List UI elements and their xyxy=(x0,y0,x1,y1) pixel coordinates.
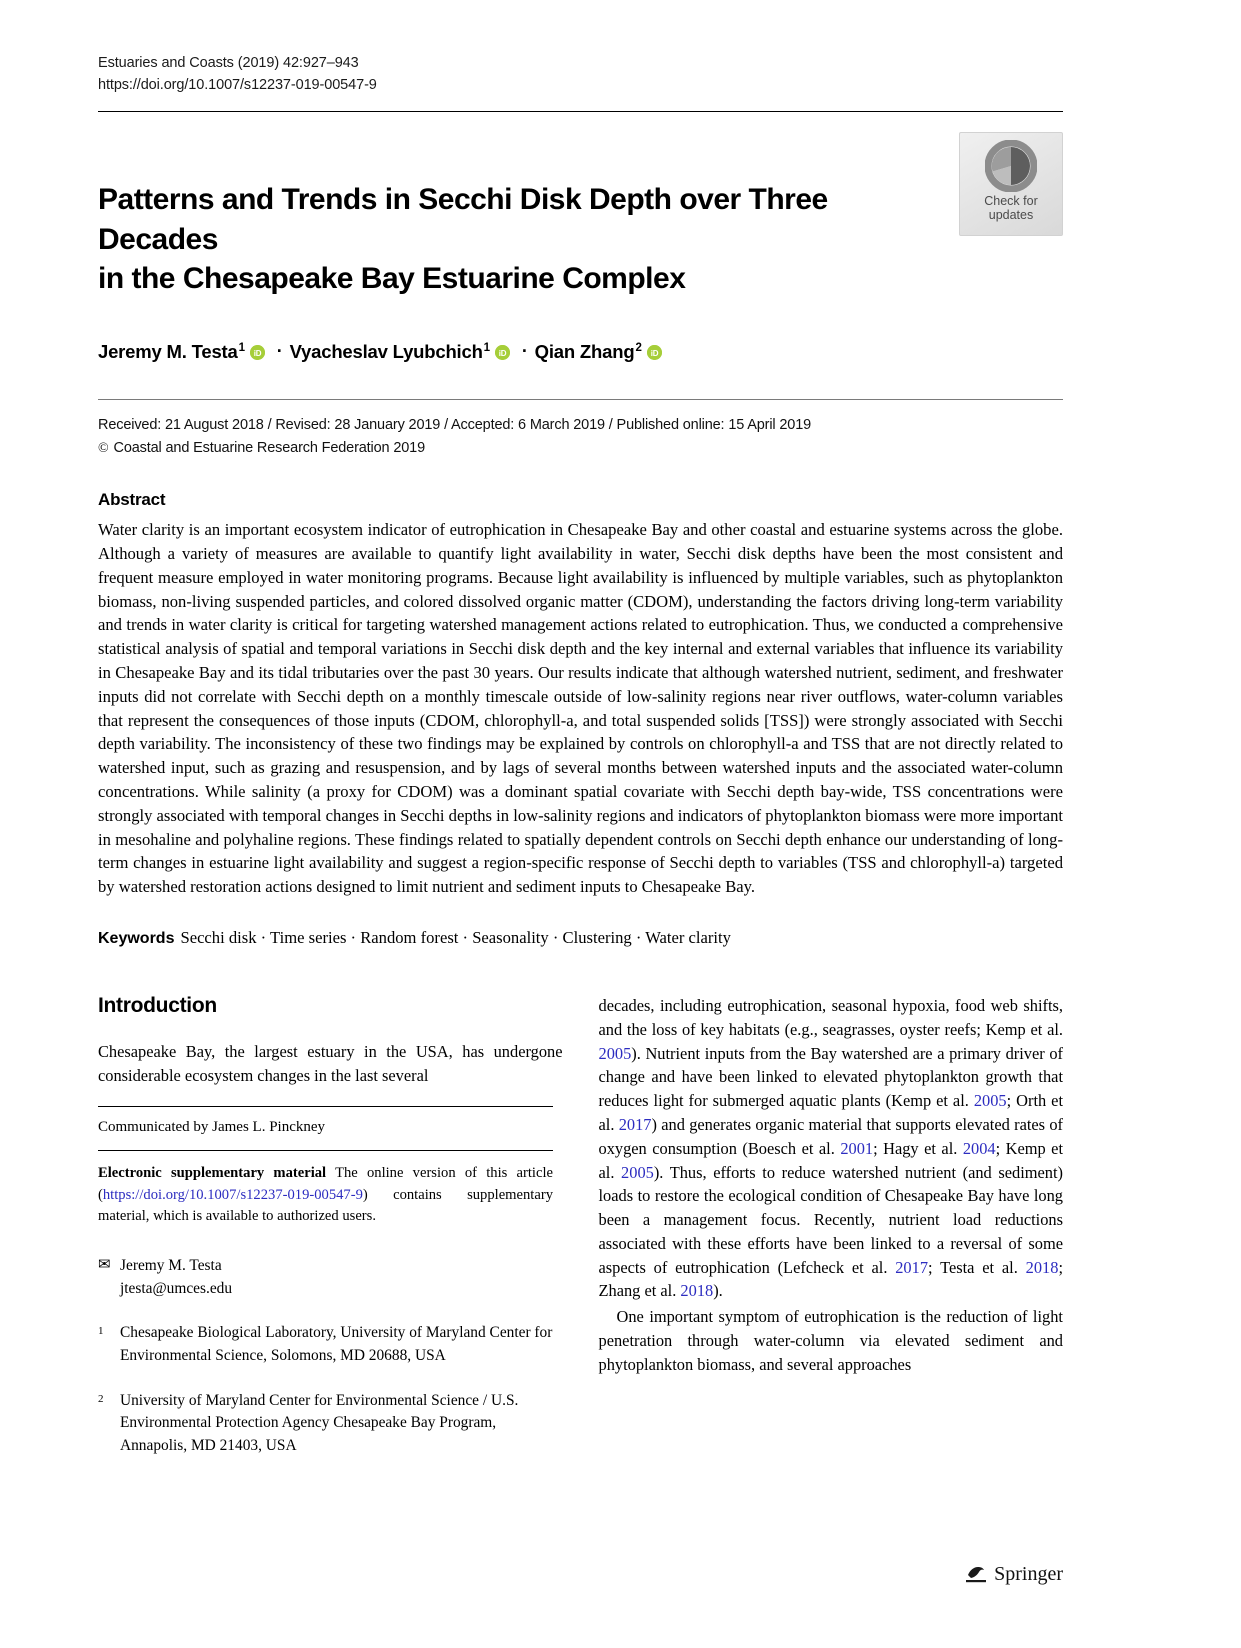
rp-g: ). Thus, efforts to reduce watershed nutrient (and sediment) loads to restore the ecological condition of Chesapeake Bay have long been a management focus. Recently, nutrient load reductions associated with these efforts have been linked to a reversal of some aspects of eutrophication (Lefcheck et al. xyxy=(598,1162,1063,1277)
rp-h: ; Testa et al. xyxy=(928,1257,1026,1277)
envelope-icon: ✉ xyxy=(98,1256,111,1273)
affiliation-1-marker: 1 xyxy=(98,1324,104,1337)
author-2-name: Vyacheslav Lyubchich xyxy=(289,340,483,362)
column-right xyxy=(599,994,1064,1458)
journal-header xyxy=(98,0,1063,97)
journal-doi[interactable]: https://doi.org/10.1007/s12237-019-00547-9 xyxy=(98,77,377,94)
keywords-label: Keywords xyxy=(98,930,175,948)
orcid-icon[interactable] xyxy=(495,345,510,360)
rp-e: ; Hagy et al. xyxy=(873,1138,963,1158)
rp-d: ) and generates organic material that supports elevated rates of oxygen consumption (Boesch et al. xyxy=(598,1114,1063,1158)
crossmark-circle-icon xyxy=(985,140,1037,192)
communicated-by: Communicated by James L. Pinckney xyxy=(98,1118,326,1135)
intro-paragraph-left: Chesapeake Bay, the largest estuary in the USA, has undergone considerable ecosystem changes in the last several xyxy=(98,1042,563,1085)
orcid-icon[interactable] xyxy=(647,345,662,360)
citation-boesch-2001[interactable]: 2001 xyxy=(840,1138,874,1158)
affiliation-2-marker: 2 xyxy=(98,1392,104,1405)
corresponding-author-name: Jeremy M. Testa xyxy=(120,1256,222,1274)
publisher-name: Springer xyxy=(994,1562,1063,1585)
esm-doi-link[interactable]: https://doi.org/10.1007/s12237-019-00547-9 xyxy=(102,1186,363,1203)
affiliation-2-text: University of Maryland Center for Environmental Science / U.S. Environmental Protection Agency Chesapeake Bay Program, Annapolis, MD 21403, USA xyxy=(120,1391,519,1455)
svg-text:iD: iD xyxy=(498,349,507,359)
intro-paragraph-right-1 xyxy=(599,994,1064,1303)
svg-text:iD: iD xyxy=(650,349,658,359)
author-3-name: Qian Zhang xyxy=(534,340,635,362)
keywords-line xyxy=(98,926,1063,950)
footnote-divider-top xyxy=(98,1106,553,1107)
check-for-updates-line1: Check for xyxy=(984,194,1038,208)
esm-label: Electronic supplementary material xyxy=(98,1165,327,1182)
article-title-line-1: Patterns and Trends in Secchi Disk Depth over Three Decades xyxy=(98,182,828,256)
citation-kemp-2005-a[interactable]: 2005 xyxy=(598,1043,632,1063)
section-heading-introduction: Introduction xyxy=(98,994,217,1018)
author-2[interactable] xyxy=(290,341,490,363)
citation-kemp-2005-c[interactable]: 2005 xyxy=(621,1162,654,1182)
check-for-updates-badge[interactable] xyxy=(959,132,1063,236)
author-separator-1: · xyxy=(276,341,283,362)
abstract-heading: Abstract xyxy=(98,490,166,510)
citation-testa-2018[interactable]: 2018 xyxy=(1025,1257,1059,1277)
rp-f: ; Kemp et al. xyxy=(598,1138,1064,1182)
citation-orth-2017[interactable]: 2017 xyxy=(618,1114,652,1134)
esm-text-a: The online version of this article ( xyxy=(98,1165,553,1203)
author-separator-2: · xyxy=(521,341,528,362)
author-2-affiliation-marker: 1 xyxy=(483,341,490,354)
electronic-supplementary-material xyxy=(98,1163,553,1227)
author-3[interactable] xyxy=(535,341,642,363)
keywords-text: Secchi disk · Time series · Random forest · Seasonality · Clustering · Water clarity xyxy=(180,928,731,948)
corresponding-author-email[interactable]: jtesta@umces.edu xyxy=(120,1279,233,1297)
footnote-divider-bottom xyxy=(98,1150,553,1151)
abstract-text: Water clarity is an important ecosystem indicator of eutrophication in Chesapeake Bay and other coastal and estuarine systems across the globe. Although a variety of measures are available to quantify light availability in water, Secchi disk depths have been the most consistent and frequent measure employed in water monitoring programs. Because light availability is influenced by multiple variables, such as phytoplankton biomass, non-living suspended particles, and colored dissolved organic matter (CDOM), understanding the factors driving long-term variability and trends in water clarity is critical for targeting watershed management actions related to eutrophication. Thus, we conducted a comprehensive statistical analysis of spatial and temporal variations in Secchi disk depth and the key internal and external variables that influence its variability in Chesapeake Bay and its tidal tributaries over the past 30 years. Our results indicate that although watershed nutrient, sediment, and freshwater inputs did not correlate with Secchi depth on a monthly timescale outside of low-salinity regions near river outflows, water-column variables that represent the consequences of those inputs (CDOM, chlorophyll-a, and total suspended solids [TSS]) were strongly associated with Secchi depth variability. The inconsistency of these two findings may be explained by controls on chlorophyll-a and TSS that are not directly related to watershed input, such as grazing and resuspension, and by lags of several months between watershed inputs and the associated water-column concentrations. While salinity (a proxy for CDOM) was a dominant spatial covariate with Secchi depth bay-wide, TSS concentrations were strongly associated with temporal changes in Secchi depths in low-salinity regions and indicators of phytoplankton biomass were more important in mesohaline and polyhaline regions. These findings related to spatially dependent controls on Secchi depth enhance our understanding of long-term changes in estuarine light availability and suggest a region-specific response of Secchi depth to variables (TSS and chlorophyll-a) targeted by watershed restoration actions designed to limit nutrient and sediment inputs to Chesapeake Bay. xyxy=(98,520,1063,897)
publisher-footer xyxy=(965,1562,1063,1586)
rp-b: ). Nutrient inputs from the Bay watershed are a primary driver of change and have been linked to elevated phytoplankton growth that reduces light for submerged aquatic plants (Kemp et al. xyxy=(598,1043,1063,1111)
affiliation-2 xyxy=(98,1390,563,1458)
publication-history xyxy=(98,414,1063,461)
rp-a: decades, including eutrophication, seasonal hypoxia, food web shifts, and the loss of key habitats (e.g., seagrasses, oyster reefs; Kemp et al. xyxy=(598,996,1063,1039)
authors-divider xyxy=(98,399,1063,400)
column-left xyxy=(98,994,563,1458)
springer-horse-icon xyxy=(965,1562,987,1586)
citation-hagy-2004[interactable]: 2004 xyxy=(962,1138,996,1158)
article-title-line-2: in the Chesapeake Bay Estuarine Complex xyxy=(98,262,686,296)
copyright-holder: Coastal and Estuarine Research Federation 2019 xyxy=(113,439,425,456)
copyright-symbol: © xyxy=(98,440,109,456)
rp-j: ). xyxy=(713,1281,723,1301)
article-title xyxy=(98,180,928,299)
citation-kemp-2005-b[interactable]: 2005 xyxy=(973,1091,1007,1111)
affiliation-1-text: Chesapeake Biological Laboratory, University of Maryland Center for Environmental Science, Solomons, MD 20688, USA xyxy=(120,1323,553,1364)
rp-c: ; Orth et al. xyxy=(598,1091,1063,1134)
author-1[interactable] xyxy=(98,341,245,363)
copyright-line xyxy=(98,437,1063,460)
affiliation-1 xyxy=(98,1322,563,1368)
body-columns xyxy=(98,994,1063,1458)
svg-text:iD: iD xyxy=(253,349,262,359)
author-1-name: Jeremy M. Testa xyxy=(98,340,238,362)
publication-dates: Received: 21 August 2018 / Revised: 28 January 2019 / Accepted: 6 March 2019 / Published online: 15 April 2019 xyxy=(98,416,812,433)
author-3-affiliation-marker: 2 xyxy=(635,341,642,354)
corresponding-author xyxy=(98,1254,563,1300)
citation-zhang-2018[interactable]: 2018 xyxy=(680,1281,714,1301)
citation-lefcheck-2017[interactable]: 2017 xyxy=(895,1257,929,1277)
author-1-affiliation-marker: 1 xyxy=(238,341,245,354)
header-divider xyxy=(98,111,1063,112)
author-list xyxy=(98,341,1063,363)
page-content xyxy=(98,0,1063,1648)
rp-i: ; Zhang et al. xyxy=(598,1257,1063,1301)
orcid-icon[interactable] xyxy=(250,345,265,360)
intro-paragraph-right-2: One important symptom of eutrophication is the reduction of light penetration through water-column via elevated sediment and phytoplankton biomass, and several approaches xyxy=(598,1307,1063,1374)
check-for-updates-line2: updates xyxy=(988,208,1034,222)
journal-citation: Estuaries and Coasts (2019) 42:927–943 xyxy=(98,55,359,71)
esm-text-b: ) contains supplementary material, which is available to authorized users. xyxy=(98,1186,553,1225)
